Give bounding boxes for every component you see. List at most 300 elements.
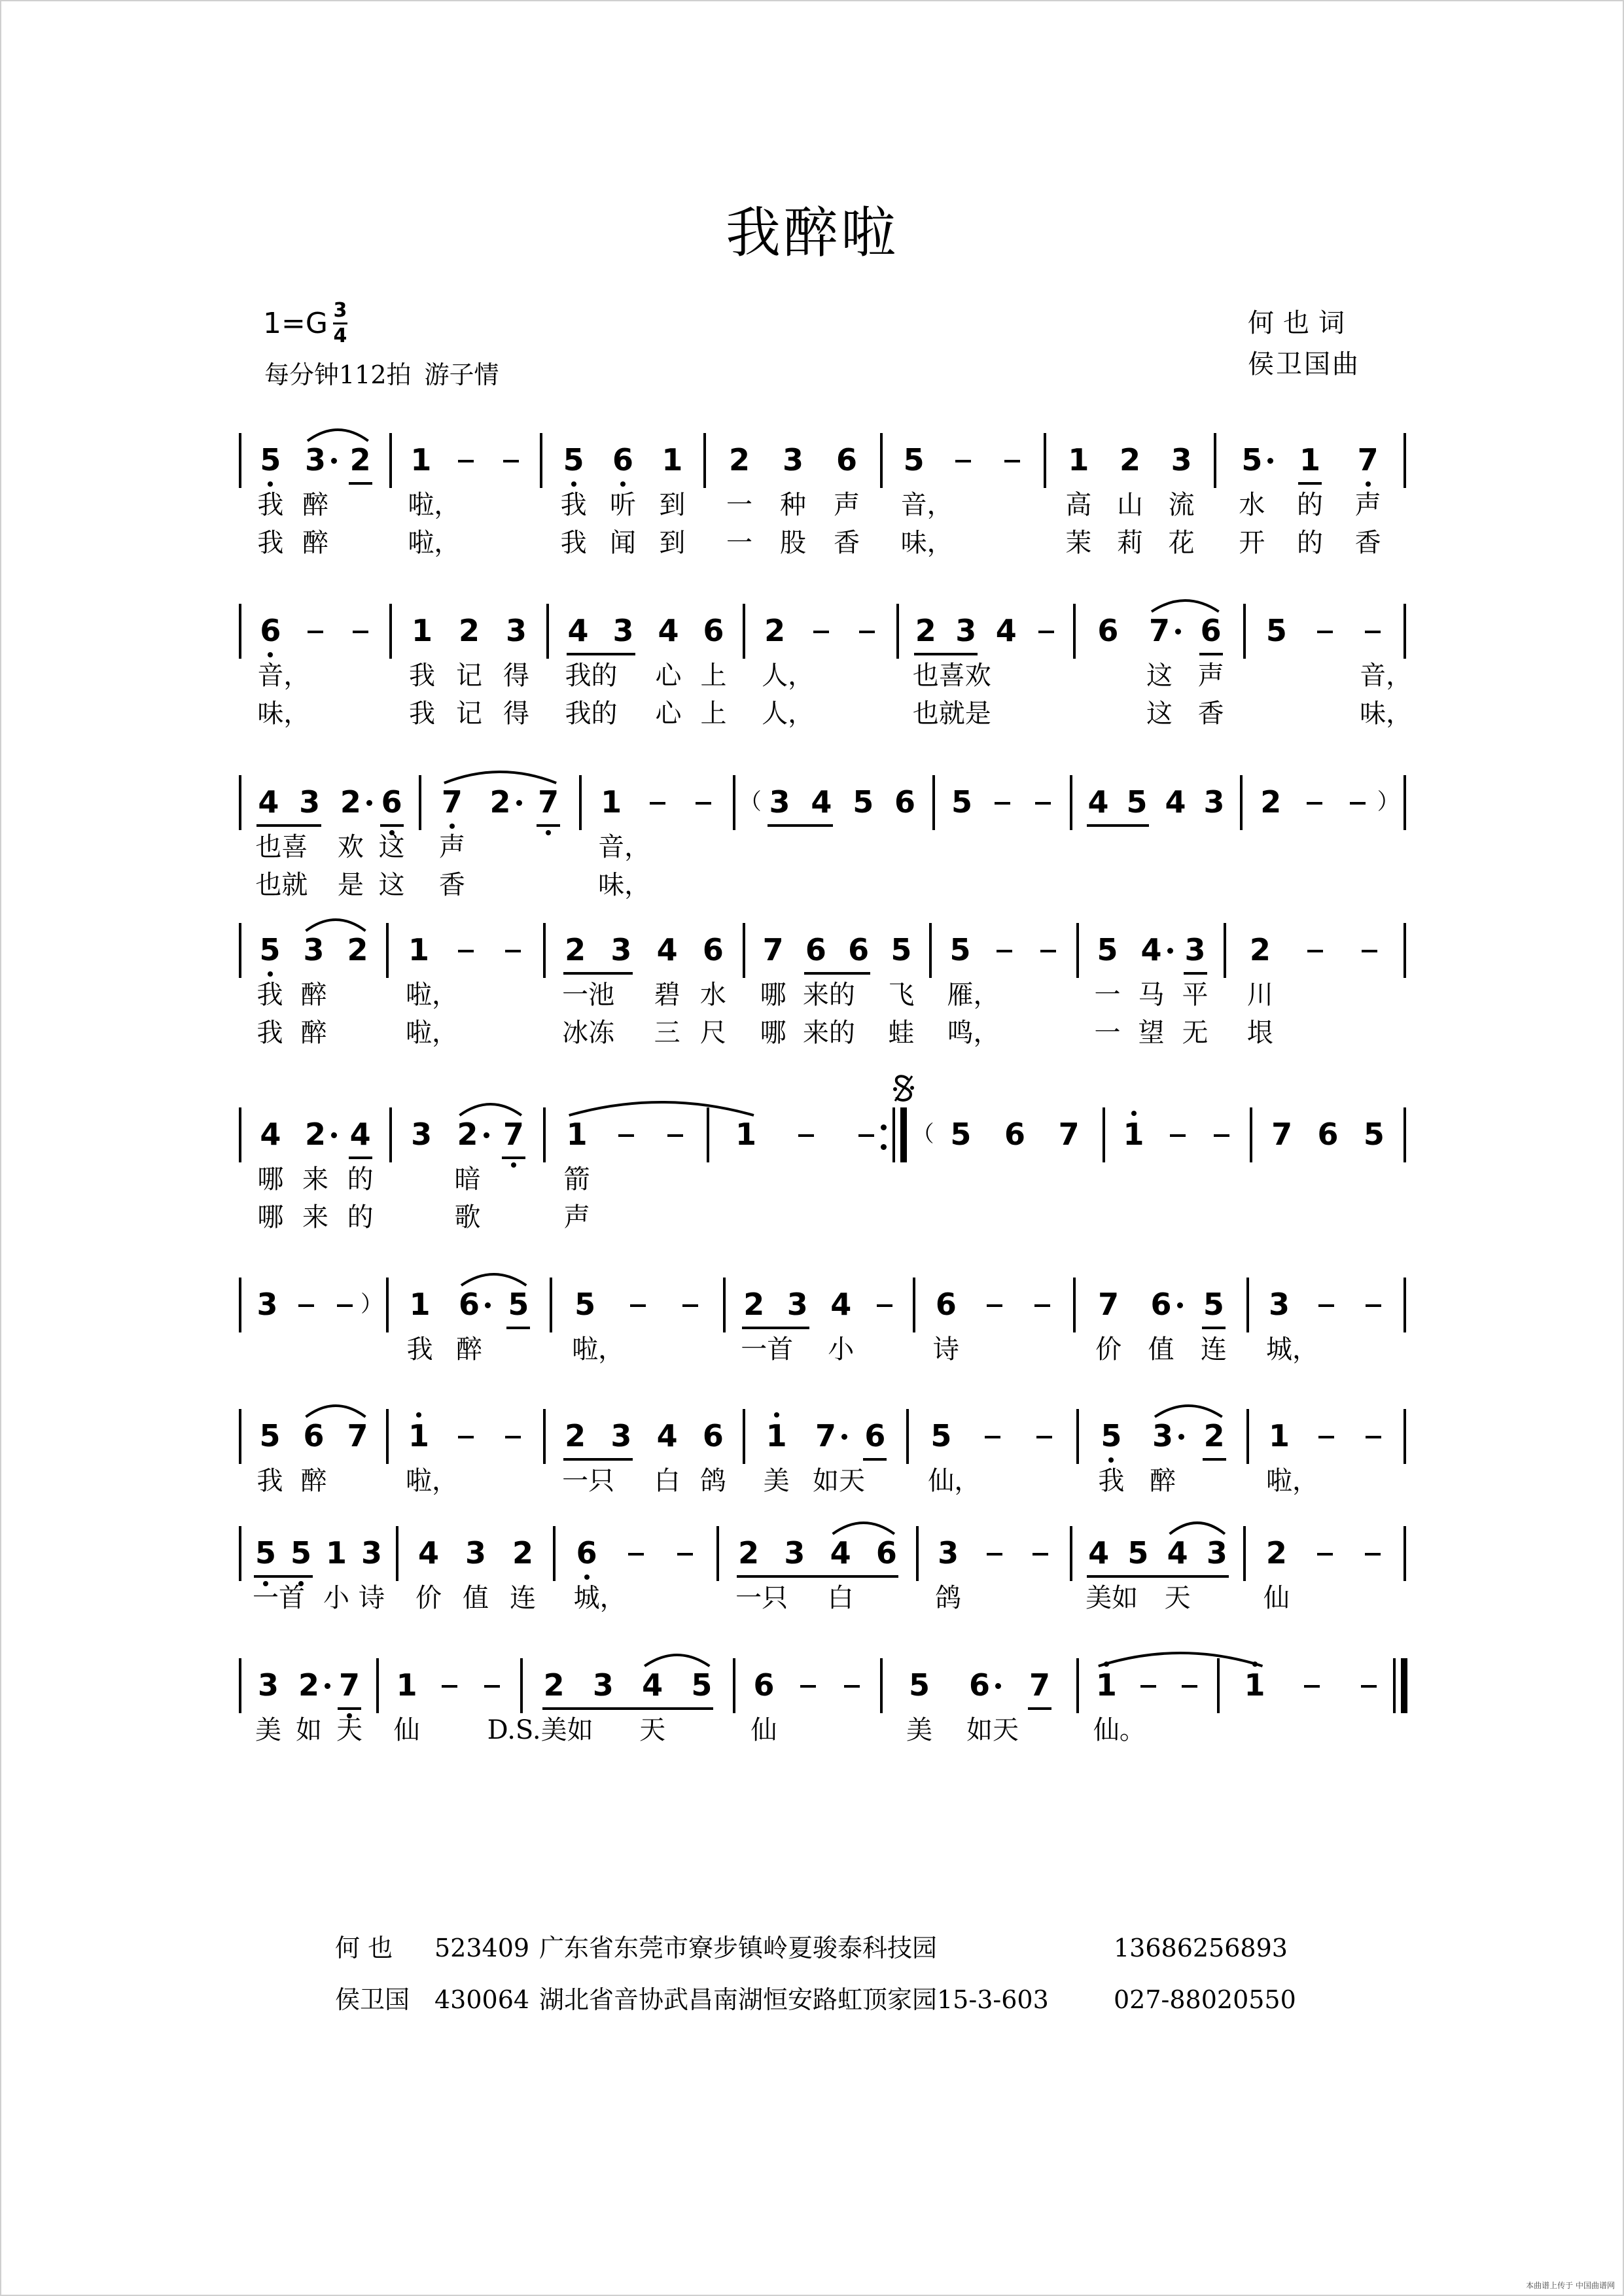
lyric-syllable: 价 [415, 1583, 442, 1613]
barline [239, 604, 241, 659]
note-digit: 1 [408, 1418, 429, 1453]
note-dash [505, 950, 521, 952]
note-dash [1304, 1685, 1320, 1688]
segno-dot [893, 1087, 897, 1091]
lyric-syllable: 是 [337, 870, 364, 900]
barline [239, 775, 241, 830]
lyric-syllable: 也就是 [912, 699, 991, 729]
note [430, 1667, 469, 1746]
barline [1076, 923, 1079, 978]
slur [833, 1523, 894, 1534]
lyric-syllable: 醉 [300, 1018, 327, 1048]
barline [1403, 433, 1406, 488]
note-digit: 6 [753, 1667, 775, 1703]
lyric-syllable: 美如 [1086, 1583, 1139, 1613]
note [671, 1287, 710, 1365]
lyric-syllable: 听 [610, 490, 636, 520]
tie [1099, 1653, 1263, 1666]
note [493, 1418, 533, 1497]
barline [543, 1409, 546, 1464]
lyric-syllable: 醉 [302, 528, 328, 558]
lyric-syllable: 声 [563, 1202, 590, 1232]
octave-dot-low [620, 481, 626, 487]
note-digit: 4 [1165, 784, 1186, 820]
octave-dot-high [416, 1412, 421, 1418]
barline [743, 923, 745, 978]
lyric-syllable: 我 [257, 490, 284, 520]
barline [239, 1278, 241, 1332]
barline [1246, 1409, 1249, 1464]
note-digit: 6 [935, 1287, 957, 1322]
lyric-syllable: 鸽 [699, 1466, 726, 1496]
slur [1155, 1406, 1222, 1417]
augmentation-dot [841, 1434, 847, 1440]
contact-row [335, 1987, 1447, 2016]
note [865, 1287, 904, 1365]
note [1023, 1287, 1062, 1365]
note-digit: 6 [612, 442, 633, 478]
note-digit: 4 [642, 1667, 663, 1703]
note-dash [298, 1304, 314, 1307]
segno-sign [893, 1076, 914, 1101]
barline [239, 1409, 241, 1464]
note-dash [995, 802, 1010, 805]
note-digit: 2 [458, 613, 480, 648]
note-digit: 2 [1203, 1418, 1225, 1453]
lyric-syllable: 鸣， [947, 1018, 1000, 1048]
octave-dot-low [546, 830, 551, 835]
note [1354, 1418, 1393, 1497]
contact-name: 何 也 [335, 1934, 393, 1962]
note-digit: 2 [743, 1287, 765, 1322]
note-digit: 6 [875, 1535, 897, 1571]
note [786, 1117, 826, 1195]
octave-dot-low [571, 481, 576, 487]
octave-dot-high [1252, 1661, 1258, 1667]
lyric-syllable: 心 [655, 699, 682, 729]
note-digit: 3 [1171, 442, 1192, 478]
lyric-syllable: 这 [378, 832, 405, 862]
note [1354, 1287, 1393, 1365]
note-digit: 3 [304, 442, 326, 478]
augmentation-dot [995, 1683, 1001, 1689]
note-dash [1036, 1436, 1052, 1438]
note-digit: 1 [1068, 442, 1089, 478]
note-paren: （ [911, 1121, 934, 1147]
note-digit: 5 [259, 932, 281, 967]
note-digit: 3 [786, 1287, 808, 1322]
lyric-syllable: 小 [323, 1583, 349, 1613]
slur [444, 772, 556, 783]
note [975, 1535, 1014, 1614]
note-dash [353, 631, 368, 633]
note-digit: 6 [1150, 1287, 1172, 1322]
note-digit: 6 [1097, 613, 1119, 648]
lyric-syllable: 得 [503, 699, 529, 729]
barline [743, 1409, 745, 1464]
note-digit: 3 [505, 613, 527, 648]
barline [520, 1658, 523, 1713]
note-dash [1366, 1304, 1381, 1307]
note-dash [682, 1304, 698, 1307]
note [788, 1667, 828, 1746]
note-digit: 7 [1357, 442, 1379, 478]
tie [569, 1102, 754, 1115]
note-dash [308, 631, 323, 633]
lyric-syllable: D.S.美如 [487, 1715, 593, 1745]
lyric-syllable: 暗 [454, 1164, 481, 1194]
octave-dot-low [584, 1574, 590, 1580]
note-digit: 1 [325, 1535, 347, 1571]
lyric-syllable: 流 [1168, 490, 1195, 520]
note-digit: 5 [1126, 784, 1148, 820]
augmentation-dot [516, 800, 522, 806]
barline [386, 1409, 389, 1464]
note-digit: 4 [1140, 932, 1162, 967]
note-digit: 1 [410, 442, 432, 478]
note-digit: 4 [995, 613, 1017, 648]
octave-dot-low [511, 1162, 516, 1168]
score-line [1, 591, 1624, 748]
lyric-syllable: 诗 [932, 1334, 959, 1365]
note-digit: 6 [894, 784, 916, 820]
barline [932, 775, 935, 830]
lyric-syllable: 连 [510, 1583, 536, 1613]
note-digit: 3 [938, 1535, 959, 1571]
note-dash [1318, 1436, 1334, 1438]
note-digit: 7 [441, 784, 463, 820]
note [1305, 1535, 1345, 1614]
lyric-syllable: 一池 [562, 980, 615, 1010]
composer-credit: 侯卫国曲 [1248, 349, 1360, 379]
lyric-syllable: 三 [654, 1018, 680, 1048]
slur [306, 1406, 366, 1417]
note-digit: 7 [538, 784, 559, 820]
note-dash [813, 631, 829, 633]
barline [239, 923, 241, 978]
note [832, 1667, 872, 1746]
note-dash [997, 950, 1012, 952]
note-digit: 5 [508, 1287, 529, 1322]
note-dash [1170, 1134, 1186, 1137]
lyric-syllable: 心 [655, 661, 682, 691]
lyric-syllable: 音， [257, 661, 310, 691]
key-text: 1=G [263, 307, 328, 340]
note-digit: 3 [782, 442, 803, 478]
note-digit: 4 [830, 1287, 852, 1322]
lyric-syllable: 我 [409, 699, 435, 729]
barline [1403, 1526, 1406, 1581]
note-digit: 2 [1249, 932, 1271, 967]
lyric-syllable: 一首 [741, 1334, 794, 1365]
octave-dot-high [1104, 1661, 1109, 1667]
lyric-syllable: 声 [1197, 661, 1224, 691]
note [941, 1117, 980, 1195]
barline [1076, 1658, 1079, 1713]
note-digit: 3 [299, 784, 321, 820]
note [499, 1287, 538, 1365]
score-line [1, 910, 1624, 1067]
note [1079, 784, 1118, 863]
barline [1103, 1107, 1105, 1162]
lyric-syllable: 仙 [393, 1715, 420, 1745]
note-digit: 3 [361, 1535, 382, 1571]
note-digit: 2 [728, 442, 750, 478]
lyric-syllable: 音， [1360, 661, 1413, 691]
note-digit: 4 [811, 784, 832, 820]
lyric-syllable: 莉 [1117, 528, 1143, 558]
lyric-syllable: 小 [828, 1334, 855, 1365]
note-digit: 2 [1260, 784, 1282, 820]
lyric-syllable: 仙。 [1093, 1715, 1146, 1745]
note-digit: 6 [576, 1535, 597, 1571]
augmentation-dot [331, 458, 337, 464]
note-paren: ） [361, 1291, 383, 1317]
note-digit: 2 [349, 442, 371, 478]
augmentation-dot [1175, 629, 1181, 635]
note-digit: 2 [304, 1117, 326, 1152]
contact-postcode: 430064 [434, 1985, 530, 2014]
note-digit: 5 [891, 932, 912, 967]
barline [553, 1526, 556, 1581]
note-digit: 7 [762, 932, 784, 967]
note-dash [503, 460, 519, 462]
augmentation-dot [1167, 948, 1173, 954]
time-signature [333, 301, 347, 346]
lyric-syllable: 得 [503, 661, 529, 691]
lyric-syllable: 啦， [408, 490, 461, 520]
note [726, 1117, 766, 1195]
note-digit: 3 [1184, 932, 1206, 967]
octave-dot-high [1131, 1111, 1137, 1116]
note-digit: 2 [915, 613, 936, 648]
lyric-syllable: 我 [409, 661, 435, 691]
note [847, 1117, 886, 1195]
style-text: 游子情 [424, 360, 499, 389]
barline [1403, 1107, 1406, 1162]
lyric-syllable: 望 [1138, 1018, 1165, 1048]
barline [1224, 923, 1226, 978]
lyric-syllable: 白 [827, 1583, 854, 1613]
barline [1243, 604, 1246, 659]
lyric-syllable: 川 [1246, 980, 1273, 1010]
lyric-syllable: 到 [659, 490, 686, 520]
score-line [1, 1645, 1624, 1802]
note-digit: 2 [340, 784, 361, 820]
note-dash [858, 1134, 874, 1137]
note [1195, 1418, 1234, 1497]
barline [1403, 1409, 1406, 1464]
barline [929, 923, 932, 978]
barline [743, 604, 745, 659]
lyric-syllable: 来的 [802, 980, 855, 1010]
repeat-dot [881, 1124, 887, 1130]
barline [913, 1278, 915, 1332]
barline [550, 1278, 552, 1332]
lyric-syllable: 醉 [1150, 1466, 1176, 1496]
note-dash [859, 631, 875, 633]
lyric-syllable: 啦， [1266, 1466, 1318, 1496]
barline [1073, 1278, 1076, 1332]
lyric-syllable: 城， [573, 1583, 626, 1613]
note [402, 1117, 441, 1195]
footer-note: 本曲谱上传于 中国曲谱网 [1526, 2281, 1615, 2290]
lyric-syllable: 这 [1146, 661, 1173, 691]
lyric-syllable: 我 [560, 490, 587, 520]
note-digit: 2 [543, 1667, 565, 1703]
contact-postcode: 523409 [434, 1934, 530, 1962]
time-signature-top: 3 [333, 299, 347, 322]
lyric-syllable: 尺 [699, 1018, 726, 1048]
note-dash [696, 802, 711, 805]
lyric-syllable: 哪 [257, 1164, 284, 1194]
tempo-text: 每分钟112拍 [264, 360, 412, 389]
note-digit: 3 [1206, 1535, 1227, 1571]
note [665, 1535, 705, 1614]
note [1202, 1117, 1241, 1195]
tempo-line [264, 362, 512, 387]
note-digit: 2 [565, 932, 586, 967]
note [995, 1117, 1034, 1195]
slur [644, 1655, 709, 1666]
lyric-syllable: 天 [336, 1715, 362, 1745]
note-digit: 6 [805, 932, 826, 967]
lyric-syllable: 味， [1360, 699, 1413, 729]
lyric-syllable: 股 [780, 528, 806, 558]
segno-dot [910, 1086, 914, 1090]
barline [1403, 923, 1406, 978]
note-digit: 5 [1363, 1117, 1385, 1152]
lyric-syllable: 值 [463, 1583, 489, 1613]
note [1025, 1418, 1064, 1497]
lyric-syllable: 天 [1164, 1583, 1191, 1613]
note-digit: 4 [658, 613, 679, 648]
note [1350, 932, 1389, 1011]
lyric-syllable: 一只 [562, 1466, 615, 1496]
note-digit: 5 [691, 1667, 713, 1703]
note-digit: 4 [1088, 1535, 1110, 1571]
note-digit: 5 [259, 1418, 281, 1453]
barline [880, 433, 883, 488]
lyric-syllable: 茉 [1065, 528, 1092, 558]
note-digit: 2 [298, 1667, 319, 1703]
barline [1403, 775, 1406, 830]
lyric-syllable: 的 [347, 1164, 374, 1194]
note-dash [985, 1436, 1000, 1438]
note-digit: 7 [1148, 613, 1170, 648]
lyric-syllable: 高 [1065, 490, 1092, 520]
note-digit: 1 [1268, 1418, 1290, 1453]
note-digit: 4 [417, 1535, 439, 1571]
note-dash [1365, 1553, 1381, 1556]
barline [389, 604, 392, 659]
note-dash [955, 460, 971, 462]
note-digit: 4 [656, 1418, 678, 1453]
note-digit: 5 [574, 1287, 596, 1322]
note [1118, 784, 1157, 863]
lyric-syllable: 我 [256, 1018, 283, 1048]
note [1158, 1117, 1197, 1195]
note [1029, 932, 1068, 1011]
note-dash [630, 1304, 646, 1307]
lyric-syllable: 无 [1182, 1018, 1209, 1048]
note-digit: 3 [610, 1418, 632, 1453]
note [481, 784, 520, 863]
note-digit: 4 [830, 1535, 851, 1571]
lyric-syllable: 一 [726, 528, 752, 558]
note [1353, 1535, 1392, 1614]
note-digit: 3 [465, 1535, 486, 1571]
note-digit: 5 [290, 1535, 311, 1571]
note [760, 784, 799, 863]
note-digit: 5 [255, 1535, 276, 1571]
lyric-syllable: 香 [834, 528, 860, 558]
note-digit: 6 [702, 1418, 724, 1453]
note-dash [877, 1304, 892, 1307]
octave-dot-low [1108, 1457, 1114, 1463]
note-digit: 5 [1101, 1418, 1122, 1453]
contact-row [335, 1936, 1447, 1964]
lyric-syllable: 仙 [1263, 1583, 1290, 1613]
lyric-syllable: 我的 [565, 661, 618, 691]
lyric-syllable: 水 [699, 980, 726, 1010]
lyric-syllable: 香 [1354, 528, 1381, 558]
note-digit: 3 [612, 613, 634, 648]
lyric-syllable: 上 [700, 661, 727, 691]
barline [716, 1526, 719, 1581]
note-digit: 4 [656, 932, 678, 967]
note-digit: 5 [563, 442, 584, 478]
octave-dot-low [1366, 481, 1371, 487]
note [1296, 932, 1335, 1011]
lyric-syllable: 闻 [610, 528, 636, 558]
note [682, 1667, 721, 1746]
lyric-syllable: 哪 [760, 980, 786, 1010]
lyric-syllable: 哪 [257, 1202, 284, 1232]
note-digit: 5 [853, 784, 874, 820]
lyric-syllable: 声 [834, 490, 860, 520]
barline [1073, 604, 1076, 659]
lyric-syllable: 味， [900, 528, 953, 558]
lyric-syllable: 歌 [454, 1202, 481, 1232]
note-digit: 2 [489, 784, 511, 820]
note-digit: 6 [703, 613, 724, 648]
note [529, 784, 568, 863]
note-digit: 2 [1119, 442, 1140, 478]
barline [389, 433, 392, 488]
note [1235, 1667, 1275, 1746]
lyric-syllable: 鸽 [935, 1583, 962, 1613]
octave-dot-low [268, 971, 273, 977]
note-digit: 5 [1265, 613, 1287, 648]
lyric-syllable: 蛙 [888, 1018, 915, 1048]
note [987, 613, 1026, 691]
note-digit: 6 [1200, 613, 1222, 648]
note [1292, 1667, 1332, 1746]
augmentation-dot [1177, 1302, 1183, 1308]
note-paren: ） [1377, 789, 1400, 815]
note-digit: 4 [567, 613, 589, 648]
note-dash [458, 950, 474, 952]
barline [540, 433, 542, 488]
note-digit: 1 [662, 442, 683, 478]
note-digit: 6 [702, 932, 724, 967]
note-digit: 2 [738, 1535, 760, 1571]
note [1020, 1667, 1059, 1746]
note-digit: 3 [769, 784, 790, 820]
lyric-syllable: 连 [1200, 1334, 1227, 1365]
lyric-syllable: 一首 [253, 1583, 305, 1613]
